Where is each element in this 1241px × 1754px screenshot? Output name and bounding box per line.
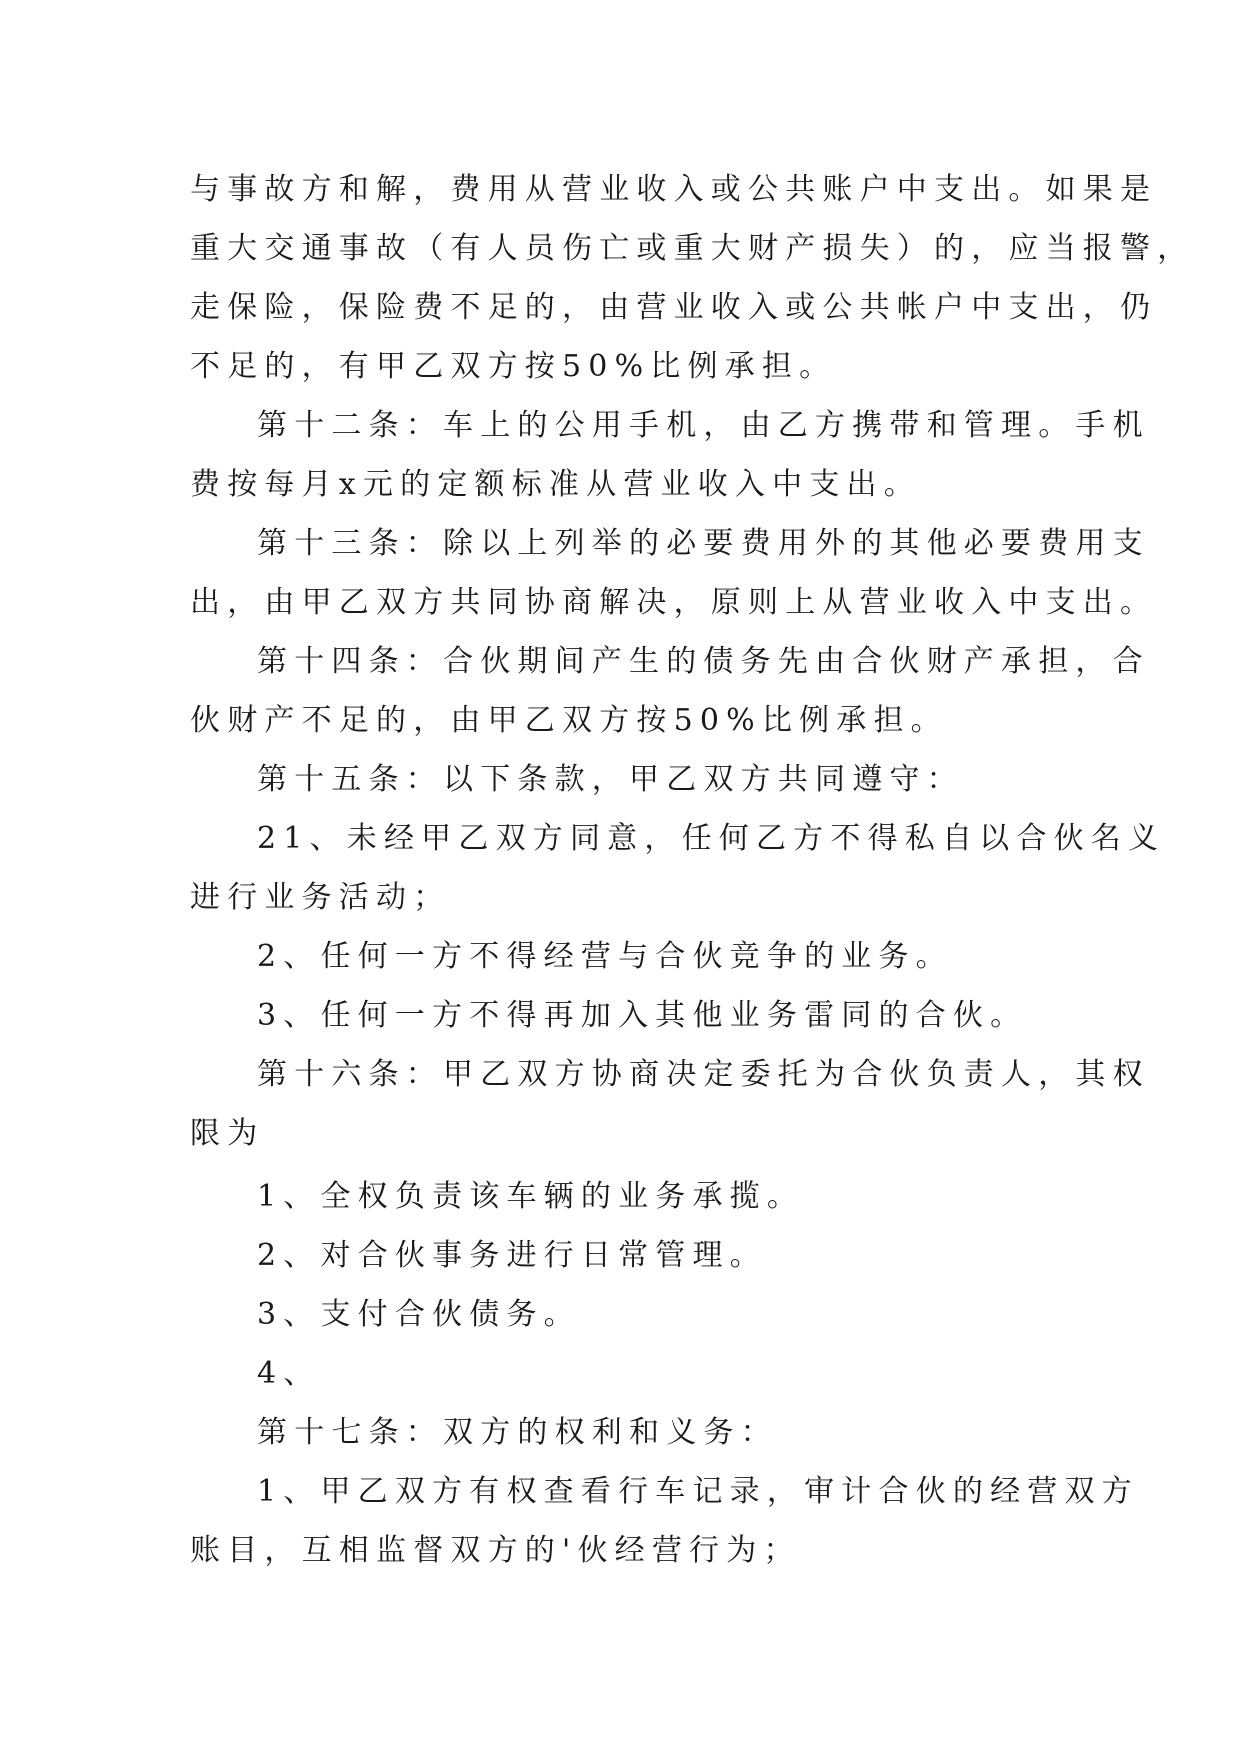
- text-line: 走保险，保险费不足的，由营业收入或公共帐户中支出，仍: [190, 290, 1158, 325]
- paragraph-line: 3、支付合伙债务。: [257, 1297, 581, 1332]
- paragraph-line: 21、未经甲乙双方同意，任何乙方不得私自以合伙名义: [257, 821, 1166, 856]
- paragraph-line: 第十三条：除以上列举的必要费用外的其他必要费用支: [257, 526, 1150, 561]
- text-line: 限为: [190, 1116, 265, 1151]
- document-page: [190, 160, 1195, 1580]
- text-line: 进行业务活动；: [190, 880, 451, 915]
- paragraph-line: 第十六条：甲乙双方协商决定委托为合伙负责人，其权: [257, 1057, 1150, 1092]
- text-line: 费按每月x元的定额标准从营业收入中支出。: [190, 467, 921, 502]
- paragraph-line: 第十二条：车上的公用手机，由乙方携带和管理。手机: [257, 408, 1150, 443]
- text-line: 与事故方和解，费用从营业收入或公共账户中支出。如果是: [190, 172, 1158, 207]
- paragraph-line: 第十七条：双方的权利和义务：: [257, 1415, 778, 1450]
- paragraph-line: 1、全权负责该车辆的业务承揽。: [257, 1179, 805, 1214]
- text-line: 重大交通事故（有人员伤亡或重大财产损失）的，应当报警，: [190, 231, 1195, 266]
- paragraph-line: 3、任何一方不得再加入其他业务雷同的合伙。: [257, 998, 1028, 1033]
- paragraph-line: 2、任何一方不得经营与合伙竞争的业务。: [257, 939, 953, 974]
- text-line: 账目，互相监督双方的'伙经营行为；: [190, 1533, 801, 1568]
- text-line: 出，由甲乙双方共同协商解决，原则上从营业收入中支出。: [190, 585, 1158, 620]
- text-line: 伙财产不足的，由甲乙双方按50%比例承担。: [190, 703, 948, 738]
- paragraph-line: 第十五条：以下条款，甲乙双方共同遵守：: [257, 762, 964, 797]
- paragraph-line: 1、甲乙双方有权查看行车记录，审计合伙的经营双方: [257, 1474, 1139, 1509]
- paragraph-line: 4、: [257, 1356, 321, 1391]
- paragraph-line: 2、对合伙事务进行日常管理。: [257, 1238, 767, 1273]
- paragraph-line: 第十四条：合伙期间产生的债务先由合伙财产承担，合: [257, 644, 1150, 679]
- text-line: 不足的，有甲乙双方按50%比例承担。: [190, 349, 837, 384]
